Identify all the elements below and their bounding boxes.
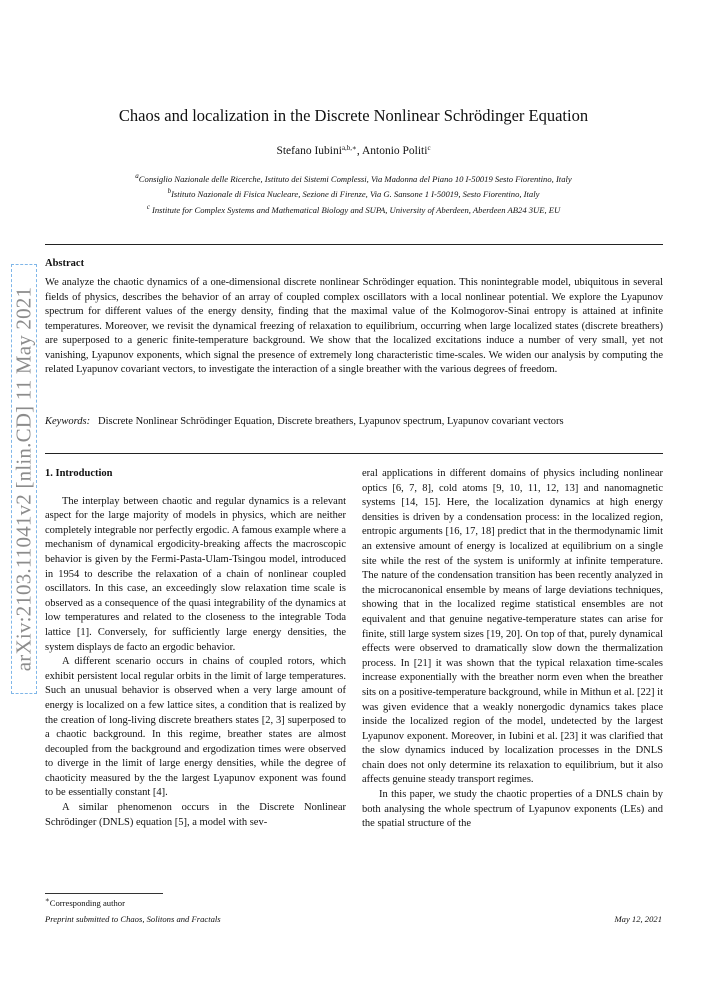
paragraph: The interplay between chaotic and regular dynamics is a relevant aspect for the large majority of models in physics, which are neither completely integrable nor perfectly ergodic. A famous example where a mechanism of dynamical ergodicity-breaking affects the macroscopic behavior is given by the Fermi-Pasta-Ulam-Tsingou model, introduced in 1954 to describe the relaxation of a chain of nonlinear coupled oscillators. In this case, an exceedingly slow relaxation time scale is observed as a consequence of the quasi integrability of the dynamics at low temperatures and related to the closeness to the integrable Toda lattice [1]. Conversely, for sufficiently large energy densities, the system displays de facto an ergodic behavior.: [45, 495, 346, 653]
keywords-text: Discrete Nonlinear Schrödinger Equation, Discrete breathers, Lyapunov spectrum, Lyapunov covariant vectors: [97, 416, 564, 427]
affiliation-text: Consiglio Nazionale delle Ricerche, Istituto dei Sistemi Complessi, Via Madonna del Piano 10 I-50019 Sesto Fiorentino, Italy: [138, 174, 572, 184]
keywords: [45, 415, 663, 430]
author-affil-marks: a,b,∗: [341, 144, 357, 152]
affiliation-mark: a: [135, 172, 139, 180]
affiliation-mark: b: [167, 187, 172, 196]
footer-date: May 12, 2021: [614, 914, 662, 924]
author-line: [0, 144, 707, 157]
affiliation-text: Institute for Complex Systems and Mathematical Biology and SUPA, University of Aberdeen, Aberdeen AB24 3UE, EU: [149, 204, 561, 215]
author-name: Stefano Iubini: [276, 145, 342, 157]
affiliation: [0, 170, 707, 185]
paper-title: Chaos and localization in the Discrete Nonlinear Schrödinger Equation: [118, 106, 589, 125]
abstract-divider: [45, 453, 663, 454]
footnote-text: Corresponding author: [49, 898, 125, 908]
abstract-heading: Abstract: [45, 258, 85, 269]
arxiv-id: arXiv:2103.11041v2 [nlin.CD] 11 May 2021: [11, 286, 36, 672]
paragraph: A similar phenomenon occurs in the Discrete Nonlinear Schrödinger (DNLS) equation [5], a model with sev-: [45, 802, 346, 828]
paragraph: In this paper, we study the chaotic properties of a DNLS chain by both analysing the whole spectrum of Lyapunov exponents (LEs) and the spatial structure of the: [362, 789, 663, 830]
footnote: [45, 896, 125, 908]
footnote-mark: ∗: [45, 896, 50, 904]
author-affil-marks: c: [427, 144, 431, 152]
left-column: [45, 467, 346, 830]
affiliation-mark: c: [146, 202, 150, 211]
affiliation-text: Istituto Nazionale di Fisica Nucleare, Sezione di Firenze, Via G. Sansone 1 I-50019, Sesto Fiorentino, Italy: [171, 189, 540, 200]
right-column: [362, 467, 663, 832]
affiliation: [0, 201, 707, 216]
paragraph: eral applications in different domains of physics including nonlinear optics [6, 7, 8], cold atoms [9, 10, 11, 12, 13] and nanomagnetic systems [14, 15]. Here, the localization dynamics at high energy densities is driven by a condensation process: in the localized region, entropic arguments [16, 17, 18] predict that in the thermodynamic limit an extensive amount of energy is localized at equilibrium on a single site while the rest of the system is uniformly at infinite temperature. The nature of the condensation transition has been recently analyzed in the microcanonical ensemble by means of large deviations techniques, showing that in the localized regime statistical ensembles are not equivalent and that genuine negative-temperature states can arise for finite, still large system sizes [19, 20]. On top of that, purely dynamical effects were observed to dramatically slow down the thermalization process. In [21] it was shown that the typical relaxation time-scales increase exponentially with the breather norm even when the breather sits on a positive-temperature background, while in Mithun et al. [22] it was given evidence that a weakly nonergodic dynamics takes place inside the localized region of the model, undetected by the largest Lyapunov exponent. Moreover, in Iubini et al. [23] it was clarified that the slow dynamics induced by localization processes in the DNLS chain does not only determine its relaxation to equilibrium, but it also affects genuine steady transport regimes.: [362, 468, 663, 786]
affiliation: [0, 185, 707, 200]
abstract-text: We analyze the chaotic dynamics of a one-dimensional discrete nonlinear Schrödinger equation. This nonintegrable model, ubiquitous in several fields of physics, describes the behavior of an array of coupled complex oscillators with a local nonlinear potential. We explore the Lyapunov spectrum for different values of the energy density, finding that the maximal value of the Kolmogorov-Sinai entropy is attained at infinite temperatures. Moreover, we revisit the dynamical freezing of relaxation to equilibrium, occurring when large localized states (discrete breathers) are superposed to a generic finite-temperature background. We show that the localized excitations induce a number of very small, yet not vanishing, Lyapunov exponents, which signal the presence of extremely long characteristic time-scales. We widen our analysis by computing the related Lyapunov covariant vectors, to investigate the interaction of a single breather with the various degrees of freedom.: [45, 277, 663, 375]
footer-journal: Preprint submitted to Chaos, Solitons and Fractals: [45, 914, 221, 924]
paragraph: A different scenario occurs in chains of coupled rotors, which exhibit persistent local regular orbits in the limit of large temperatures. Such an unusual behavior is observed when a very large amount of energy is localized on a few lattice sites, a condition that is realized by the creation of long-living discrete breathers states [2, 3] superposed to a chaotic background. In this regime, breather states are almost decoupled from the background and ergodization times were observed to diverge in the limit of large energy densities, while the degree of chaoticity measured by the the largest Lyapunov exponent was found to be essentially constant [4].: [45, 656, 346, 799]
author-name: Antonio Politi: [361, 145, 428, 157]
author-separator: ,: [356, 145, 362, 157]
section-heading: 1. Introduction: [45, 468, 113, 479]
affiliations: [0, 170, 707, 216]
footnote-divider: [45, 893, 163, 894]
top-divider: [45, 244, 663, 245]
arxiv-stamp: [11, 264, 37, 694]
keywords-label: Keywords:: [45, 416, 91, 427]
